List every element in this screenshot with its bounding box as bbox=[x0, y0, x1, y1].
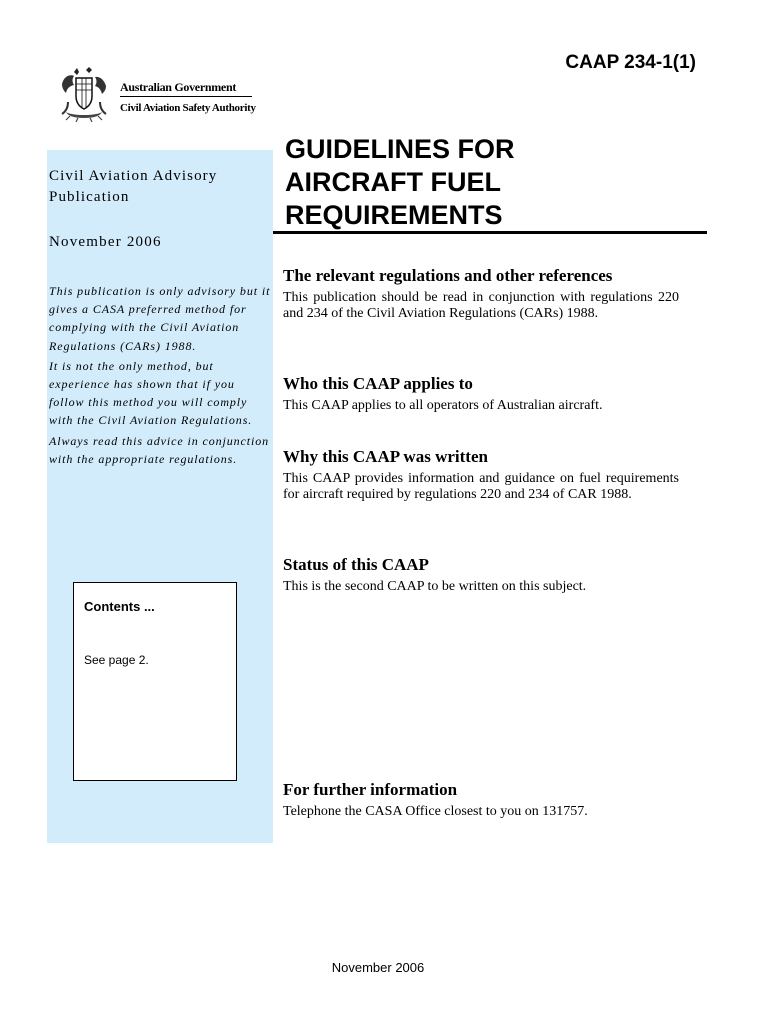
title-divider bbox=[273, 231, 707, 234]
section-body: Telephone the CASA Office closest to you on 131757. bbox=[283, 804, 588, 819]
section-body: This CAAP applies to all operators of Australian aircraft. bbox=[283, 398, 603, 413]
section-heading: The relevant regulations and other references bbox=[283, 266, 613, 285]
section-references bbox=[283, 266, 679, 322]
section-body: This CAAP provides information and guidance on fuel requirements for aircraft required by regulations 220 and 234 of CAR 1988. bbox=[283, 471, 679, 502]
section-heading: For further information bbox=[283, 780, 458, 799]
logo-government-text: Australian Government bbox=[120, 81, 252, 97]
section-applies-to bbox=[283, 374, 679, 414]
footer-date: November 2006 bbox=[331, 960, 425, 975]
page-title bbox=[285, 133, 705, 232]
title-line: AIRCRAFT FUEL bbox=[285, 167, 501, 197]
sidebar bbox=[47, 150, 273, 843]
publication-type: Civil Aviation Advisory Publication bbox=[49, 168, 218, 205]
section-heading: Status of this CAAP bbox=[283, 555, 429, 574]
section-body: This publication should be read in conjunction with regulations 220 and 234 of the Civil Aviation Regulations (CARs) 1988. bbox=[283, 290, 679, 321]
section-status bbox=[283, 555, 679, 595]
document-number: CAAP 234-1(1) bbox=[565, 52, 696, 73]
advisory-paragraph: Always read this advice in conjunction with the appropriate regulations. bbox=[49, 433, 270, 466]
section-why-written bbox=[283, 447, 679, 503]
contents-box bbox=[73, 582, 237, 781]
contents-title: Contents ... bbox=[84, 599, 155, 614]
section-heading: Why this CAAP was written bbox=[283, 447, 488, 466]
advisory-paragraph: It is not the only method, but experience has shown that if you follow this method you will comply with the Civil Aviation Regulations. bbox=[49, 358, 253, 428]
section-further-info bbox=[283, 780, 679, 820]
title-line: REQUIREMENTS bbox=[285, 200, 503, 230]
publication-date: November 2006 bbox=[49, 234, 162, 250]
coat-of-arms-icon bbox=[56, 66, 112, 122]
title-line: GUIDELINES FOR bbox=[285, 134, 515, 164]
contents-page-link[interactable]: See page 2. bbox=[84, 653, 149, 667]
logo-agency-text: Civil Aviation Safety Authority bbox=[120, 102, 256, 114]
advisory-notice bbox=[49, 282, 271, 470]
section-heading: Who this CAAP applies to bbox=[283, 374, 473, 393]
section-body: This is the second CAAP to be written on this subject. bbox=[283, 579, 587, 594]
advisory-paragraph: This publication is only advisory but it gives a CASA preferred method for complying with the Civil Aviation Regulations (CARs) 1988. bbox=[49, 284, 271, 353]
casa-logo bbox=[56, 66, 256, 122]
